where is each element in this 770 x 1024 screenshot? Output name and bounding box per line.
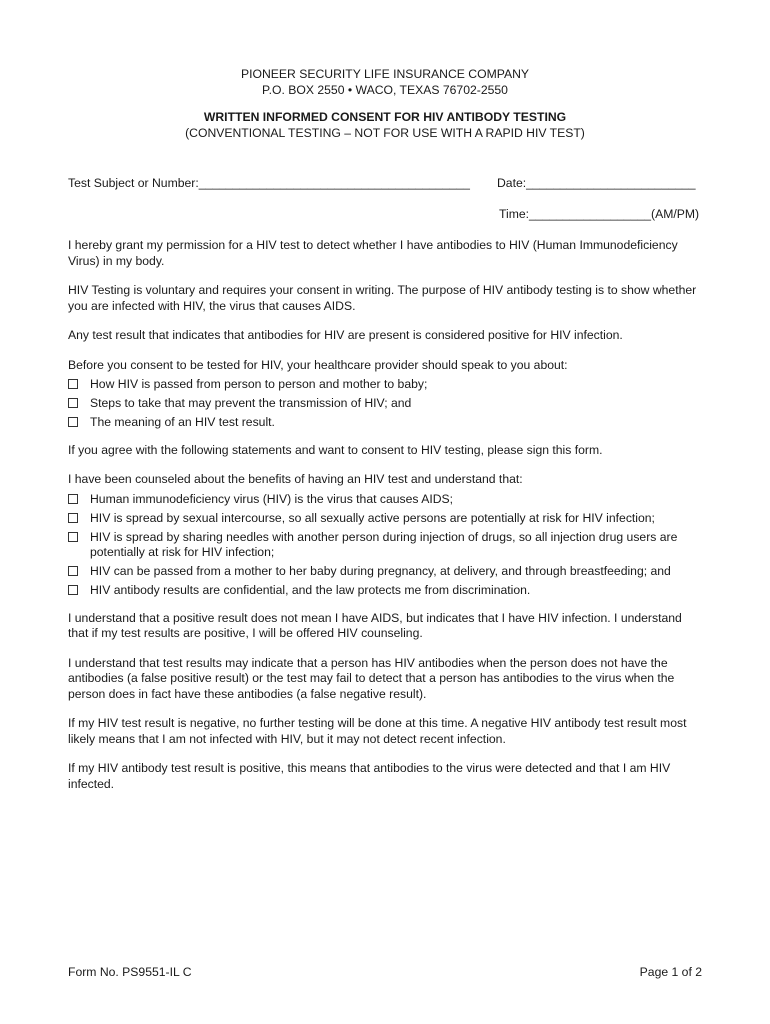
- checklist-item: [68, 530, 704, 561]
- paragraph-positive-result: If my HIV antibody test result is positive, this means that antibodies to the virus were detected and that I am HIV infected.: [68, 761, 671, 791]
- consent-body: [68, 238, 704, 792]
- checklist-item: [68, 492, 704, 508]
- checkbox[interactable]: [68, 513, 78, 523]
- checklist-item: [68, 377, 704, 393]
- checklist-item-label: HIV is spread by sexual intercourse, so all sexually active persons are potentially at risk for HIV infection;: [90, 510, 655, 525]
- checklist-item: [68, 415, 704, 431]
- checklist-item-label: How HIV is passed from person to person and mother to baby;: [90, 377, 428, 391]
- checklist-item: [68, 564, 704, 580]
- company-address: P.O. BOX 2550 • WACO, TEXAS 76702-2550: [262, 82, 508, 97]
- checklist-item-label: Steps to take that may prevent the transmission of HIV; and: [90, 396, 412, 410]
- paragraph-agree: If you agree with the following statements and want to consent to HIV testing, please sign this form.: [68, 442, 603, 457]
- checklist-item-label: HIV antibody results are confidential, and the law protects me from discrimination.: [90, 583, 531, 597]
- checkbox[interactable]: [68, 494, 78, 504]
- paragraph-provider-intro: Before you consent to be tested for HIV, your healthcare provider should speak to you about:: [68, 357, 568, 372]
- checklist-item: [68, 396, 704, 412]
- paragraph-false-results: I understand that test results may indicate that a person has HIV antibodies when the person does not have the antibodies (a false positive result) or the test may fail to detect that a person has antibodies to the virus when the person does in fact have these antibodies (a false negative result).: [68, 655, 675, 701]
- paragraph-not-aids: I understand that a positive result does not mean I have AIDS, but indicates that I have HIV infection. I understand that if my test results are positive, I will be offered HIV counseling.: [68, 610, 682, 640]
- form-title: WRITTEN INFORMED CONSENT FOR HIV ANTIBODY TESTING: [203, 110, 567, 124]
- date-field[interactable]: Date:_________________________: [497, 176, 696, 190]
- checkbox[interactable]: [68, 417, 78, 427]
- checkbox[interactable]: [68, 398, 78, 408]
- paragraph-positive-definition: Any test result that indicates that antibodies for HIV are present is considered positive for HIV infection.: [68, 328, 623, 342]
- checkbox[interactable]: [68, 379, 78, 389]
- checklist-item-label: HIV can be passed from a mother to her baby during pregnancy, at delivery, and through breastfeeding; and: [90, 564, 671, 578]
- form-subtitle: (CONVENTIONAL TESTING – NOT FOR USE WITH A RAPID HIV TEST): [185, 125, 585, 140]
- test-subject-field[interactable]: Test Subject or Number:________________________________________: [68, 176, 470, 190]
- time-field[interactable]: Time:__________________(AM/PM): [499, 207, 700, 221]
- form-number: Form No. PS9551-IL C: [68, 965, 192, 979]
- checklist-item-label: The meaning of an HIV test result.: [90, 415, 275, 429]
- checklist-item-label: Human immunodeficiency virus (HIV) is the virus that causes AIDS;: [90, 491, 454, 506]
- checkbox[interactable]: [68, 532, 78, 542]
- checkbox[interactable]: [68, 585, 78, 595]
- counseled-checklist: [68, 492, 704, 599]
- paragraph-voluntary: HIV Testing is voluntary and requires your consent in writing. The purpose of HIV antibody testing is to show whether you are infected with HIV, the virus that causes AIDS.: [68, 283, 697, 313]
- page-number: Page 1 of 2: [639, 965, 702, 979]
- checklist-item: [68, 583, 704, 599]
- paragraph-counseled-intro: I have been counseled about the benefits of having an HIV test and understand that:: [68, 472, 523, 486]
- document-header: [0, 67, 770, 141]
- checklist-item: [68, 511, 704, 527]
- checklist-item-label: HIV is spread by sharing needles with another person during injection of drugs, so all injection drug users are potentially at risk for HIV infection;: [90, 529, 678, 559]
- checkbox[interactable]: [68, 566, 78, 576]
- paragraph-permission: I hereby grant my permission for a HIV test to detect whether I have antibodies to HIV (Human Immunodeficiency Virus) in my body.: [68, 238, 678, 268]
- paragraph-negative-result: If my HIV test result is negative, no further testing will be done at this time. A negative HIV antibody test result most likely means that I am not infected with HIV, but it may not detect recent infection.: [68, 716, 687, 746]
- provider-checklist: [68, 377, 704, 431]
- company-name: PIONEER SECURITY LIFE INSURANCE COMPANY: [240, 67, 530, 81]
